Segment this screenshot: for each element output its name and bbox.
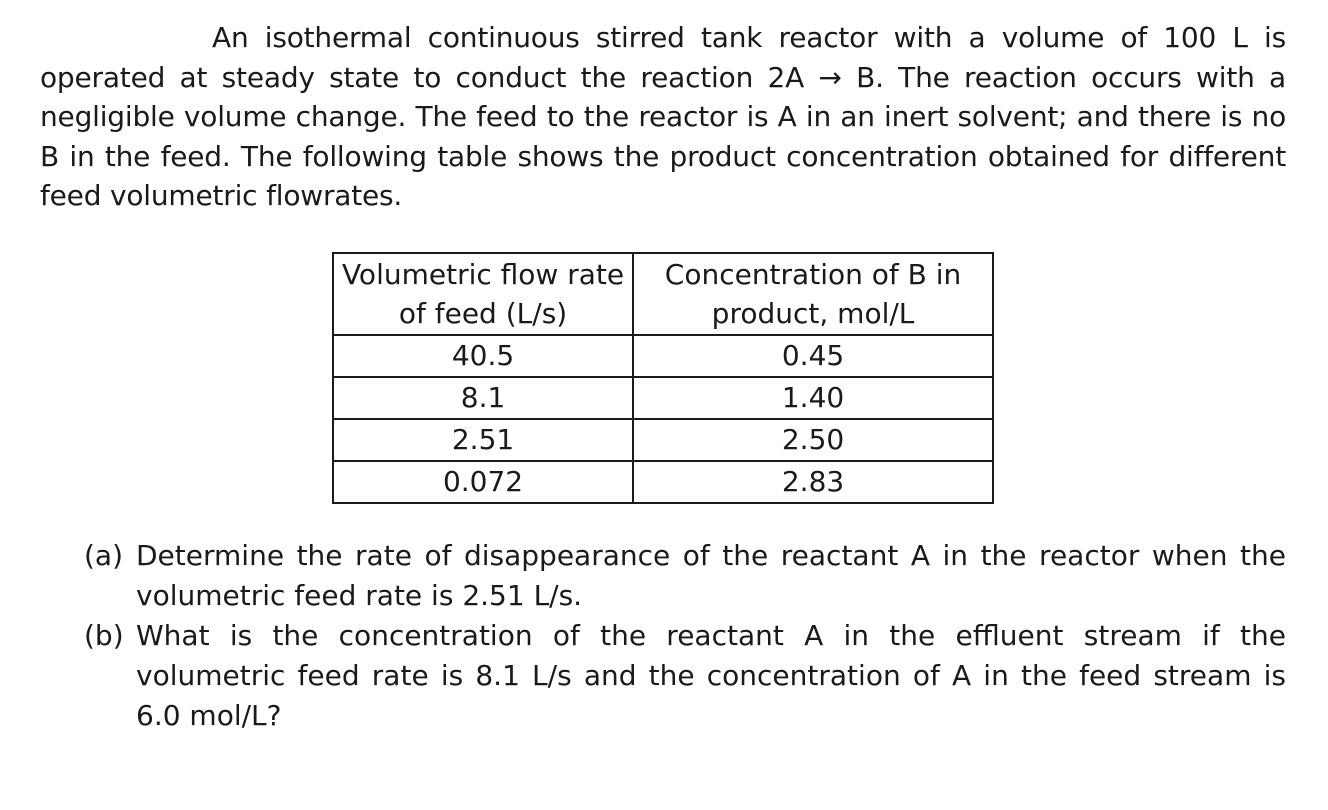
- table-row: [333, 461, 993, 503]
- table-row: [333, 419, 993, 461]
- header-flow-rate: Volumetric flow rate of feed (L/s): [333, 253, 633, 335]
- header-concentration-b: Concentration of B in product, mol/L: [633, 253, 993, 335]
- problem-statement: An isothermal continuous stirred tank reactor with a volume of 100 L is operated at steady state to conduct the reaction 2A → B. The reaction occurs with a negligible volume change. The feed to the reactor is A in an inert solvent; and there is no B in the feed. The following table shows the product concentration obtained for different feed volumetric flowrates.: [40, 21, 1286, 213]
- question-text: What is the concentration of the reactant A in the effluent stream if the volumetric feed rate is 8.1 L/s and the concentration of A in the feed stream is 6.0 mol/L?: [136, 619, 1286, 732]
- question-b: [84, 616, 1286, 736]
- table-header-row: [333, 253, 993, 335]
- cell-flow-rate: 2.51: [333, 419, 633, 461]
- cell-flow-rate: 0.072: [333, 461, 633, 503]
- cell-concentration-b: 1.40: [633, 377, 993, 419]
- cell-flow-rate: 8.1: [333, 377, 633, 419]
- table-row: [333, 335, 993, 377]
- question-marker: (a): [84, 539, 124, 572]
- cell-flow-rate: 40.5: [333, 335, 633, 377]
- question-list: [84, 536, 1286, 736]
- cell-concentration-b: 2.50: [633, 419, 993, 461]
- cell-concentration-b: 2.83: [633, 461, 993, 503]
- question-text: Determine the rate of disappearance of the reactant A in the reactor when the volumetric feed rate is 2.51 L/s.: [136, 539, 1286, 612]
- cell-concentration-b: 0.45: [633, 335, 993, 377]
- data-table: [332, 252, 994, 504]
- table-row: [333, 377, 993, 419]
- question-marker: (b): [84, 619, 124, 652]
- question-a: [84, 536, 1286, 616]
